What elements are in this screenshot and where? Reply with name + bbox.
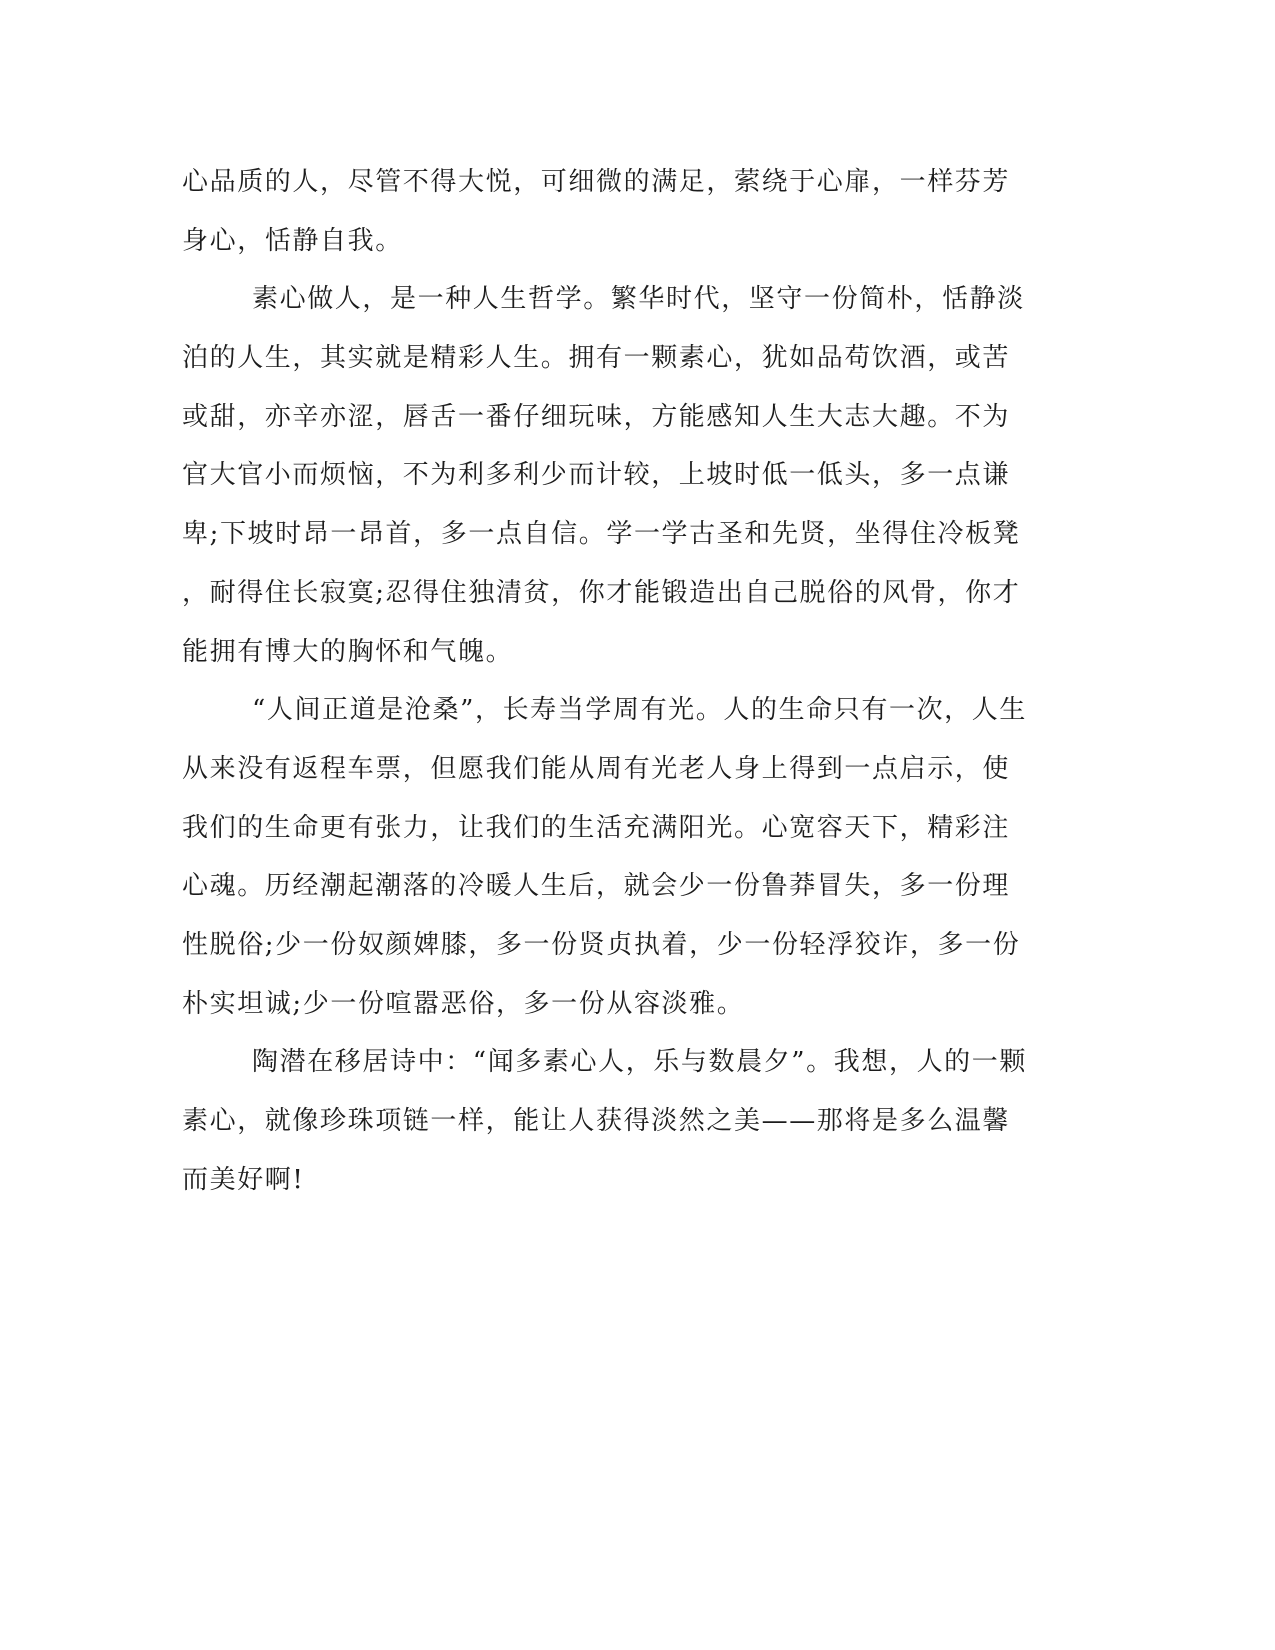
text-line: “人间正道是沧桑”，长寿当学周有光。人的生命只有一次，人生 [252, 695, 1027, 726]
text-line: 泊的人生，其实就是精彩人生。拥有一颗素心，犹如品苟饮酒，或苦 [182, 343, 1011, 374]
text-line: 素心做人，是一种人生哲学。繁华时代，坚守一份简朴，恬静淡 [252, 284, 1025, 315]
text-line: 而美好啊! [182, 1164, 305, 1195]
document-body [182, 153, 1062, 1209]
text-line: 卑;下坡时昂一昂首，多一点自信。学一学古圣和先贤，坐得住冷板凳 [182, 519, 1021, 550]
paragraph-continuation [182, 153, 1062, 270]
paragraph-plain-heart [182, 270, 1062, 681]
text-line: 能拥有博大的胸怀和气魄。 [182, 636, 514, 667]
text-line: 素心，就像珍珠项链一样，能让人获得淡然之美——那将是多么温馨 [182, 1106, 1011, 1136]
text-line: 身心，恬静自我。 [182, 225, 403, 256]
text-line: 心品质的人，尽管不得大悦，可细微的满足，萦绕于心扉，一样芬芳 [182, 167, 1011, 197]
text-line: ，耐得住长寂寞;忍得住独清贫，你才能锻造出自己脱俗的风骨，你才 [182, 577, 1021, 608]
text-line: 性脱俗;少一份奴颜婢膝，多一份贤贞执着，少一份轻浮狡诈，多一份 [182, 929, 1021, 960]
text-line: 从来没有返程车票，但愿我们能从周有光老人身上得到一点启示，使 [182, 753, 1011, 784]
paragraph-tao-qian [182, 1033, 1062, 1209]
text-line: 或甜，亦辛亦涩，唇舌一番仔细玩味，方能感知人生大志大趣。不为 [182, 401, 1011, 432]
text-line: 心魂。历经潮起潮落的冷暖人生后，就会少一份鲁莽冒失，多一份理 [182, 871, 1011, 902]
text-line: 陶潜在移居诗中：“闻多素心人，乐与数晨夕”。我想，人的一颗 [252, 1047, 1027, 1078]
text-line: 朴实坦诚;少一份喧嚣恶俗，多一份从容淡雅。 [182, 988, 745, 1019]
text-line: 我们的生命更有张力，让我们的生活充满阳光。心宽容天下，精彩注 [182, 812, 1011, 843]
text-line: 官大官小而烦恼，不为利多利少而计较，上坡时低一低头，多一点谦 [182, 460, 1011, 491]
paragraph-zhou-youguang [182, 681, 1062, 1033]
